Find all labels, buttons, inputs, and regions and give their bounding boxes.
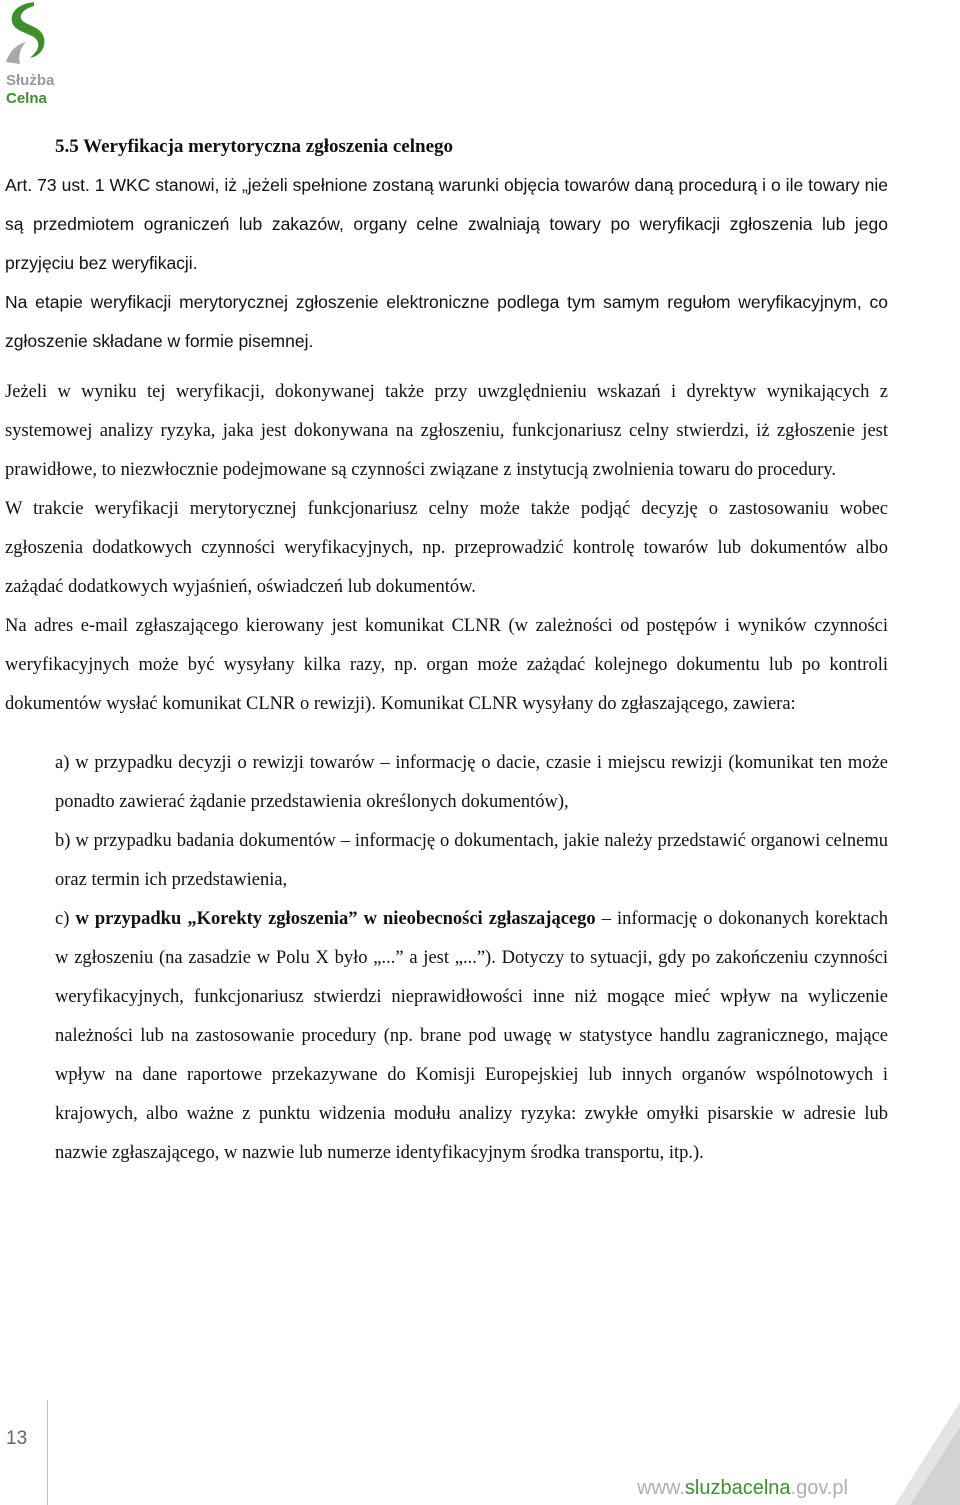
customs-logo — [2, 0, 72, 112]
paragraph-verification-result: Jeżeli w wyniku tej weryfikacji, dokonywanej także przy uwzględnieniu wskazań i dyrektyw wynikających z systemowej analizy ryzyka, jaka jest dokonywana na zgłoszeniu, funkcjonariusz celny stwierdzi, iż zgłoszenie jest prawidłowe, to niezwłocznie podejmowane są czynności związane z instytucją zwolnienia towaru do procedury. — [5, 382, 888, 480]
footer-divider — [47, 1400, 48, 1505]
list-item-c-prefix: c) — [55, 909, 76, 929]
logo-text-celna: Celna — [6, 90, 47, 107]
website-name: sluzbacelna — [684, 1477, 791, 1499]
paragraph-additional-checks: W trakcie weryfikacji merytorycznej funkcjonariusz celny może także podjąć decyzję o zastosowaniu wobec zgłoszenia dodatkowych czynności weryfikacyjnych, np. przeprowadzić kontrolę towarów lub dokumentów albo zażądać dodatkowych wyjaśnień, oświadczeń lub dokumentów. — [5, 499, 888, 597]
document-body — [5, 128, 888, 1173]
customs-s-logo-icon — [4, 0, 46, 68]
paragraph-clnr-message: Na adres e-mail zgłaszającego kierowany jest komunikat CLNR (w zależności od postępów i wyników czynności weryfikacyjnych może być wysyłany kilka razy, np. organ może zażądać kolejnego dokumentu lub po kontroli dokumentów wysłać komunikat CLNR o rewizji). Komunikat CLNR wysyłany do zgłaszającego, zawiera: — [5, 616, 888, 714]
section-heading: 5.5 Weryfikacja merytoryczna zgłoszenia celnego — [55, 136, 454, 157]
website-prefix: www. — [637, 1477, 685, 1499]
logo-text-sluzba: Służba — [6, 72, 55, 89]
website-suffix: .gov.pl — [790, 1477, 848, 1499]
list-item-c-bold: w przypadku „Korekty zgłoszenia” w nieobecności zgłaszającego — [75, 909, 596, 929]
website-link[interactable] — [637, 1477, 848, 1500]
page-number: 13 — [6, 1428, 28, 1449]
list-item-b: b) w przypadku badania dokumentów – informację o dokumentach, jakie należy przedstawić organowi celnemu oraz termin ich przedstawienia, — [55, 831, 888, 890]
paragraph-art73: Art. 73 ust. 1 WKC stanowi, iż „jeżeli spełnione zostaną warunki objęcia towarów daną procedurą i o ile towary nie są przedmiotem ograniczeń lub zakazów, organy celne zwalniają towary po weryfikacji zgłoszenia lub jego przyjęciu bez weryfikacji. — [5, 175, 888, 273]
corner-decoration-icon — [895, 1402, 960, 1505]
list-item-c — [55, 900, 888, 1173]
paragraph-electronic: Na etapie weryfikacji merytorycznej zgłoszenie elektroniczne podlega tym samym regułom weryfikacyjnym, co zgłoszenie składane w formie pisemnej. — [5, 292, 888, 351]
list-item-c-text: – informację o dokonanych korektach w zgłoszeniu (na zasadzie w Polu X było „...” a jest „...”). Dotyczy to sytuacji, gdy po zakończeniu czynności weryfikacyjnych, funkcjonariusz stwierdzi nieprawidłowości inne niż mogące mieć wpływ na wyliczenie należności lub na zastosowanie procedury (np. brane pod uwagę w statystyce handlu zagranicznego, mające wpływ na dane raportowe przekazywane do Komisji Europejskiej lub innych organów wspólnotowych i krajowych, albo ważne z punktu widzenia modułu analizy ryzyka: zwykłe omyłki pisarskie w adresie lub nazwie zgłaszającego, w nazwie lub numerze identyfikacyjnym środka transportu, itp.). — [55, 909, 888, 1163]
list-item-a: a) w przypadku decyzji o rewizji towarów – informację o dacie, czasie i miejscu rewizji (komunikat ten może ponadto zawierać żądanie przedstawienia określonych dokumentów), — [55, 753, 888, 812]
